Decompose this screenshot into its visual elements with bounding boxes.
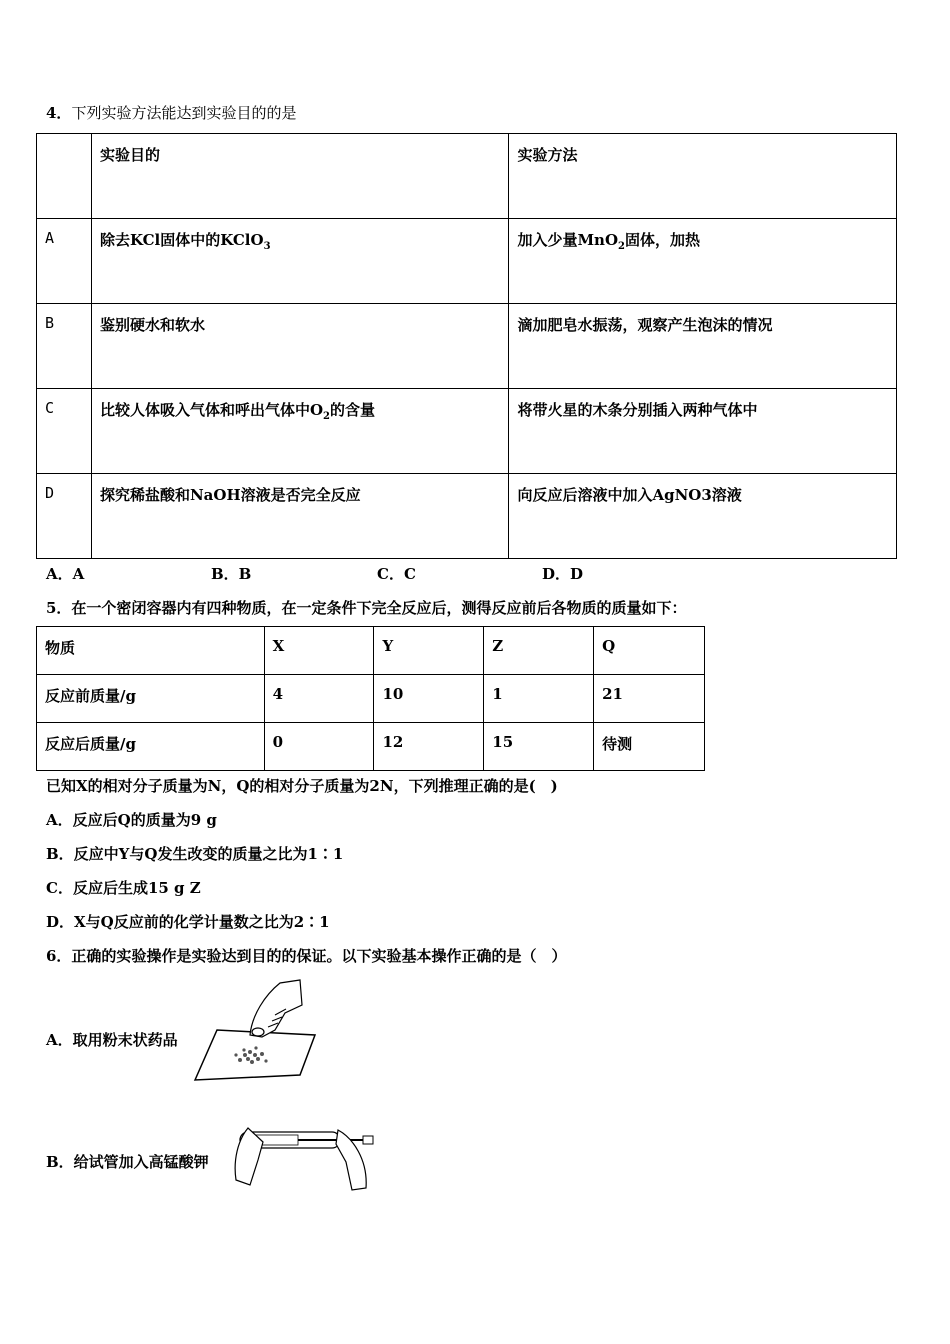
q5-title: 5．在一个密闭容器内有四种物质，在一定条件下完全反应后，测得反应前后各物质的质量如下： bbox=[46, 599, 687, 617]
q6-option-a[interactable]: A．取用粉末状药品 bbox=[46, 1031, 178, 1049]
header-cell: Y bbox=[374, 627, 484, 675]
table-cell: 0 bbox=[264, 723, 374, 771]
header-cell: 实验方法 bbox=[509, 134, 897, 219]
q6-option-b[interactable]: B．给试管加入高锰酸钾 bbox=[46, 1153, 209, 1171]
q4-table bbox=[36, 133, 897, 559]
method-cell: 滴加肥皂水振荡，观察产生泡沫的情况 bbox=[509, 304, 897, 389]
row-label: 反应前质量/g bbox=[37, 675, 265, 723]
table-row bbox=[37, 675, 705, 723]
table-cell: 4 bbox=[264, 675, 374, 723]
powder-sampling-illustration bbox=[190, 975, 320, 1085]
purpose-cell: 除去KCl固体中的KClO$_3$ bbox=[91, 219, 508, 304]
purpose-cell: 探究稀盐酸和NaOH溶液是否完全反应 bbox=[91, 474, 508, 559]
q5-option-a[interactable]: A．反应后Q的质量为9 g bbox=[46, 811, 217, 829]
header-cell bbox=[37, 134, 92, 219]
row-label: C bbox=[37, 389, 92, 474]
header-cell: X bbox=[264, 627, 374, 675]
row-label: B bbox=[37, 304, 92, 389]
q4-text: 下列实验方法能达到实验目的的是 bbox=[71, 104, 297, 122]
q5-option-b[interactable]: B．反应中Y与Q发生改变的质量之比为1∶1 bbox=[46, 845, 344, 863]
table-cell: 21 bbox=[594, 675, 705, 723]
header-cell: 物质 bbox=[37, 627, 265, 675]
table-cell: 15 bbox=[484, 723, 594, 771]
q5-option-c[interactable]: C．反应后生成15 g Z bbox=[46, 879, 201, 897]
purpose-cell: 鉴别硬水和软水 bbox=[91, 304, 508, 389]
table-row bbox=[37, 723, 705, 771]
q4-option-d[interactable]: D．D bbox=[542, 565, 584, 583]
row-label: D bbox=[37, 474, 92, 559]
q4-option-c[interactable]: C．C bbox=[377, 565, 416, 583]
q5-note: 已知X的相对分子质量为N，Q的相对分子质量为2N，下列推理正确的是( ) bbox=[46, 777, 558, 795]
method-cell: 加入少量MnO$_2$固体，加热 bbox=[509, 219, 897, 304]
table-header-row bbox=[37, 134, 897, 219]
table-row bbox=[37, 389, 897, 474]
q4-option-a[interactable]: A．A bbox=[46, 565, 85, 583]
table-row bbox=[37, 219, 897, 304]
table-row bbox=[37, 474, 897, 559]
row-label: A bbox=[37, 219, 92, 304]
q4-number: 4． bbox=[46, 104, 72, 122]
method-cell: 向反应后溶液中加入AgNO3溶液 bbox=[509, 474, 897, 559]
purpose-cell: 比较人体吸入气体和呼出气体中$O_2$的含量 bbox=[91, 389, 508, 474]
table-cell: 10 bbox=[374, 675, 484, 723]
q5-table bbox=[36, 626, 705, 771]
q4-option-b[interactable]: B．B bbox=[211, 565, 252, 583]
method-cell: 将带火星的木条分别插入两种气体中 bbox=[509, 389, 897, 474]
table-cell: 12 bbox=[374, 723, 484, 771]
table-header-row bbox=[37, 627, 705, 675]
q6-title: 6．正确的实验操作是实验达到目的的保证。以下实验基本操作正确的是（ ） bbox=[46, 947, 567, 965]
row-label: 反应后质量/g bbox=[37, 723, 265, 771]
q5-option-d[interactable]: D．X与Q反应前的化学计量数之比为2∶1 bbox=[46, 913, 330, 931]
header-cell: 实验目的 bbox=[91, 134, 508, 219]
table-cell: 1 bbox=[484, 675, 594, 723]
q4-title bbox=[46, 102, 296, 123]
header-cell: Z bbox=[484, 627, 594, 675]
table-cell: 待测 bbox=[594, 723, 705, 771]
header-cell: Q bbox=[594, 627, 705, 675]
test-tube-illustration bbox=[228, 1120, 378, 1195]
table-row bbox=[37, 304, 897, 389]
